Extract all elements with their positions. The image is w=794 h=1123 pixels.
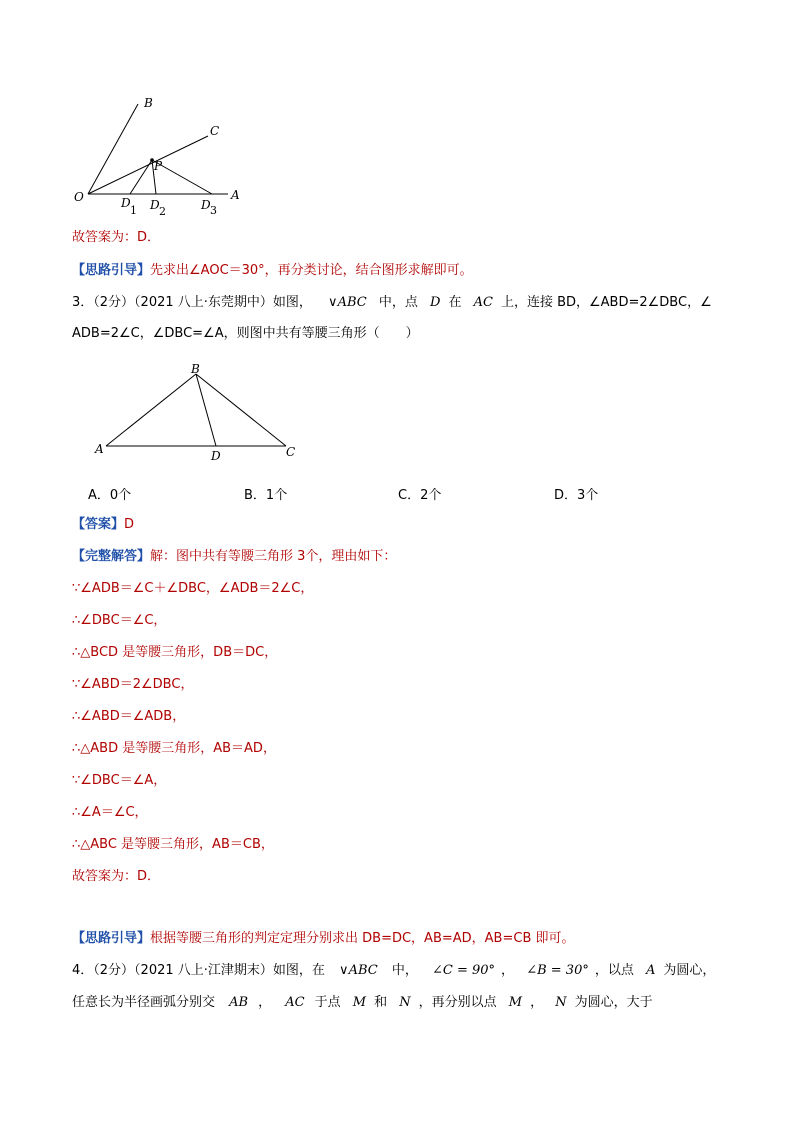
side-bc [196,374,286,446]
solution-step: ∵∠ABD＝2∠DBC， [72,677,194,692]
segment-pd1 [130,160,152,194]
solution-step: ∴∠A＝∠C， [72,805,148,820]
solution-step: ∴△ABD 是等腰三角形，AB＝AD， [72,741,276,756]
q3-hint: 【思路引导】根据等腰三角形的判定定理分别求出 DB=DC，AB=AD，AB=CB 即可。 [72,931,575,946]
label-d: D [211,449,221,463]
q3-stem-line1: 3．（2分）（2021 八上·东莞期中）如图， ∨ABC 中，点 D 在 AC 上，连接 BD，∠ABD=2∠DBC，∠ [72,295,712,310]
solution-step: ∴△ABC 是等腰三角形，AB＝CB， [72,837,274,852]
label-d2: D [150,198,160,212]
ray-oc [88,136,208,194]
solution-step: ∵∠DBC＝∠A， [72,773,167,788]
q2-hint [72,262,473,280]
label-o: O [74,190,84,204]
figure-triangle-abc [90,360,310,465]
q3-final-answer: 故答案为：D． [72,869,161,884]
segment-bd [196,374,216,446]
solution-step: ∴△BCD 是等腰三角形，DB＝DC， [72,645,278,660]
label-b: B [144,96,153,110]
figure-angle-aoc [60,90,260,220]
q2-answer-line: 故答案为：D． [72,230,161,245]
label-d1-sub: 1 [130,204,137,217]
q3-option-d: D．3个 [554,488,599,503]
q3-answer: 【答案】D [72,517,135,532]
label-a: A [95,442,104,456]
q2-hint-tag: 【思路引导】 [72,263,151,278]
side-ab [106,374,196,446]
q3-option-c: C．2个 [398,488,442,503]
label-d2-sub: 2 [159,205,166,218]
q4-stem-line1: 4．（2分）（2021 八上·江津期末）如图，在 ∨ABC 中， ∠C = 90° ， ∠B = 30° ，以点 A 为圆心， [72,963,716,978]
label-d3: D [201,198,211,212]
label-b: B [191,362,200,376]
q3-stem-line2: ADB=2∠C，∠DBC=∠A，则图中共有等腰三角形（ ） [72,326,419,341]
label-c: C [286,445,296,459]
q3-option-a: A．0个 [88,488,132,503]
label-a: A [231,188,240,202]
label-p: P [154,159,163,173]
q3-option-b: B．1个 [244,488,288,503]
solution-step: ∴∠DBC＝∠C， [72,613,167,628]
q3-solution-intro: 【完整解答】解：图中共有等腰三角形 3个，理由如下： [72,549,397,564]
q2-hint-text: 先求出∠AOC＝30°，再分类讨论，结合图形求解即可。 [150,263,473,278]
ray-ob [88,104,138,194]
label-c: C [210,124,220,138]
solution-step: ∵∠ADB＝∠C＋∠DBC，∠ADB＝2∠C， [72,581,314,596]
label-d1: D [121,196,131,210]
solution-step: ∴∠ABD＝∠ADB， [72,709,186,724]
label-d3-sub: 3 [210,204,217,217]
q4-stem-line2: 任意长为半径画弧分别交 AB ， AC 于点 M 和 N ，再分别以点 M ， N 为圆心，大于 [72,995,653,1010]
